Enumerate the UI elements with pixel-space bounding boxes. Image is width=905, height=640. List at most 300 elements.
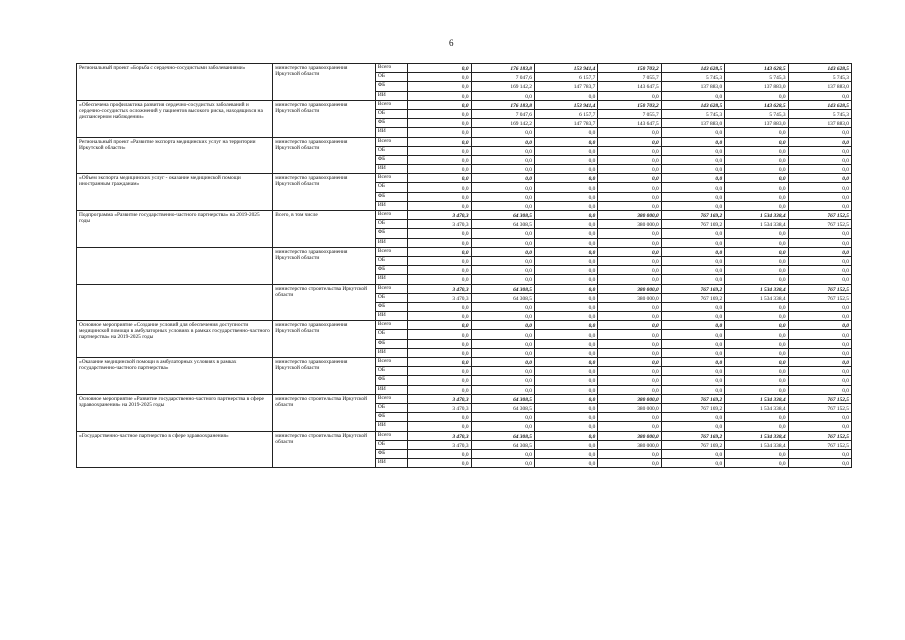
amount-cell: 0,0	[471, 201, 534, 210]
amount-cell: 7 055,7	[598, 73, 661, 82]
amount-cell: 0,0	[661, 302, 724, 311]
amount-cell: 0,0	[788, 358, 851, 367]
amount-cell: 0,0	[598, 422, 661, 431]
amount-cell: 5 745,3	[725, 73, 788, 82]
amount-cell: 143 628,5	[725, 64, 788, 73]
amount-cell: 0,0	[788, 192, 851, 201]
amount-cell: 3 470,3	[408, 431, 471, 440]
amount-cell: 3 470,3	[408, 220, 471, 229]
funding-source-cell: ИИ	[375, 422, 407, 431]
funding-source-cell: Всего	[375, 137, 407, 146]
amount-cell: 0,0	[534, 330, 597, 339]
amount-cell: 0,0	[408, 348, 471, 357]
amount-cell: 0,0	[788, 266, 851, 275]
amount-cell: 0,0	[408, 256, 471, 265]
funding-source-cell: Всего	[375, 247, 407, 256]
amount-cell: 176 183,8	[471, 64, 534, 73]
amount-cell: 169 142,2	[471, 82, 534, 91]
executor-cell: министерство здравоохранения Иркутской области	[273, 100, 376, 137]
amount-cell: 0,0	[471, 238, 534, 247]
amount-cell: 0,0	[598, 330, 661, 339]
amount-cell: 0,0	[725, 137, 788, 146]
funding-source-cell: ФБ	[375, 266, 407, 275]
amount-cell: 1 534 338,4	[725, 431, 788, 440]
amount-cell: 0,0	[725, 358, 788, 367]
amount-cell: 0,0	[661, 449, 724, 458]
amount-cell: 0,0	[534, 256, 597, 265]
amount-cell: 143 647,5	[598, 82, 661, 91]
amount-cell: 0,0	[788, 312, 851, 321]
amount-cell: 0,0	[534, 137, 597, 146]
amount-cell: 0,0	[788, 146, 851, 155]
amount-cell: 0,0	[725, 312, 788, 321]
amount-cell: 0,0	[725, 339, 788, 348]
table-row	[77, 100, 852, 109]
funding-source-cell: ИИ	[375, 348, 407, 357]
amount-cell: 0,0	[408, 358, 471, 367]
amount-cell: 0,0	[661, 413, 724, 422]
funding-table	[76, 63, 852, 468]
amount-cell: 767 152,5	[788, 403, 851, 412]
amount-cell: 1 534 338,4	[725, 403, 788, 412]
amount-cell: 1 534 338,4	[725, 284, 788, 293]
amount-cell: 0,0	[471, 256, 534, 265]
program-name-cell: Региональный проект «Борьба с сердечно-сосудистыми заболеваниями»	[77, 64, 273, 101]
amount-cell: 0,0	[598, 348, 661, 357]
funding-source-cell: ФБ	[375, 155, 407, 164]
amount-cell: 0,0	[534, 293, 597, 302]
amount-cell: 767 169,2	[661, 220, 724, 229]
amount-cell: 0,0	[408, 155, 471, 164]
amount-cell: 380 000,0	[598, 211, 661, 220]
amount-cell: 0,0	[788, 247, 851, 256]
amount-cell: 3 470,3	[408, 394, 471, 403]
amount-cell: 0,0	[598, 266, 661, 275]
amount-cell: 0,0	[408, 73, 471, 82]
amount-cell: 137 883,0	[725, 82, 788, 91]
amount-cell: 0,0	[408, 367, 471, 376]
amount-cell: 0,0	[598, 367, 661, 376]
amount-cell: 0,0	[661, 146, 724, 155]
amount-cell: 143 628,5	[725, 100, 788, 109]
funding-source-cell: ФБ	[375, 376, 407, 385]
amount-cell: 0,0	[661, 275, 724, 284]
amount-cell: 0,0	[788, 348, 851, 357]
program-name-cell: «Объем экспорта медицинских услуг - оказание медицинской помощи иностранным гражданам»	[77, 174, 273, 211]
program-name-cell: «Оказание медицинской помощи в амбулаторных условиях в рамках государственно-частного партнерства»	[77, 358, 273, 395]
amount-cell: 0,0	[788, 413, 851, 422]
amount-cell: 0,0	[725, 238, 788, 247]
amount-cell: 1 534 338,4	[725, 211, 788, 220]
amount-cell: 0,0	[725, 367, 788, 376]
amount-cell: 0,0	[534, 459, 597, 468]
amount-cell: 0,0	[471, 422, 534, 431]
amount-cell: 0,0	[661, 238, 724, 247]
amount-cell: 0,0	[534, 220, 597, 229]
amount-cell: 0,0	[725, 128, 788, 137]
amount-cell: 767 152,5	[788, 394, 851, 403]
funding-source-cell: ИИ	[375, 201, 407, 210]
funding-source-cell: Всего	[375, 358, 407, 367]
amount-cell: 0,0	[725, 192, 788, 201]
amount-cell: 3 470,3	[408, 211, 471, 220]
amount-cell: 0,0	[661, 201, 724, 210]
amount-cell: 176 183,8	[471, 100, 534, 109]
amount-cell: 1 534 338,4	[725, 220, 788, 229]
amount-cell: 0,0	[725, 201, 788, 210]
funding-source-cell: ФБ	[375, 302, 407, 311]
amount-cell: 0,0	[788, 321, 851, 330]
amount-cell: 0,0	[471, 146, 534, 155]
amount-cell: 0,0	[534, 229, 597, 238]
amount-cell: 0,0	[471, 192, 534, 201]
amount-cell: 0,0	[534, 91, 597, 100]
amount-cell: 0,0	[598, 459, 661, 468]
amount-cell: 137 883,0	[788, 119, 851, 128]
amount-cell: 0,0	[471, 266, 534, 275]
amount-cell: 0,0	[598, 312, 661, 321]
amount-cell: 1 534 338,4	[725, 394, 788, 403]
amount-cell: 0,0	[788, 128, 851, 137]
amount-cell: 64 308,5	[471, 293, 534, 302]
amount-cell: 0,0	[534, 367, 597, 376]
amount-cell: 0,0	[408, 376, 471, 385]
table-row	[77, 284, 852, 293]
funding-source-cell: ИИ	[375, 275, 407, 284]
amount-cell: 0,0	[725, 256, 788, 265]
amount-cell: 0,0	[471, 165, 534, 174]
amount-cell: 0,0	[534, 431, 597, 440]
funding-source-cell: ИИ	[375, 312, 407, 321]
amount-cell: 0,0	[661, 192, 724, 201]
amount-cell: 0,0	[788, 174, 851, 183]
amount-cell: 0,0	[661, 247, 724, 256]
funding-source-cell: ИИ	[375, 128, 407, 137]
amount-cell: 0,0	[534, 394, 597, 403]
executor-cell: министерство строительства Иркутской области	[273, 284, 376, 321]
amount-cell: 0,0	[471, 449, 534, 458]
amount-cell: 0,0	[534, 155, 597, 164]
program-name-cell: Подпрограмма «Развитие государственно-частного партнерства» на 2019-2025 годы	[77, 211, 273, 248]
amount-cell: 0,0	[534, 339, 597, 348]
funding-source-cell: ОБ	[375, 73, 407, 82]
amount-cell: 0,0	[598, 358, 661, 367]
amount-cell: 767 169,2	[661, 431, 724, 440]
amount-cell: 0,0	[534, 321, 597, 330]
amount-cell: 0,0	[534, 183, 597, 192]
amount-cell: 0,0	[725, 302, 788, 311]
amount-cell: 0,0	[598, 247, 661, 256]
amount-cell: 0,0	[534, 284, 597, 293]
amount-cell: 143 628,5	[788, 64, 851, 73]
amount-cell: 3 470,3	[408, 403, 471, 412]
amount-cell: 380 000,0	[598, 440, 661, 449]
amount-cell: 0,0	[788, 137, 851, 146]
amount-cell: 0,0	[534, 348, 597, 357]
amount-cell: 767 169,2	[661, 211, 724, 220]
funding-source-cell: ФБ	[375, 413, 407, 422]
amount-cell: 0,0	[725, 275, 788, 284]
amount-cell: 0,0	[661, 155, 724, 164]
funding-source-cell: ОБ	[375, 183, 407, 192]
funding-source-cell: ФБ	[375, 229, 407, 238]
amount-cell: 0,0	[534, 165, 597, 174]
amount-cell: 0,0	[788, 256, 851, 265]
amount-cell: 0,0	[725, 348, 788, 357]
amount-cell: 0,0	[471, 358, 534, 367]
amount-cell: 64 308,5	[471, 220, 534, 229]
amount-cell: 0,0	[725, 385, 788, 394]
funding-source-cell: ФБ	[375, 449, 407, 458]
amount-cell: 0,0	[408, 339, 471, 348]
amount-cell: 0,0	[534, 440, 597, 449]
table-row	[77, 394, 852, 403]
amount-cell: 137 883,0	[661, 119, 724, 128]
amount-cell: 3 470,3	[408, 284, 471, 293]
amount-cell: 0,0	[408, 312, 471, 321]
table-row	[77, 211, 852, 220]
amount-cell: 0,0	[534, 128, 597, 137]
amount-cell: 380 000,0	[598, 293, 661, 302]
executor-cell: министерство строительства Иркутской области	[273, 431, 376, 468]
funding-source-cell: ИИ	[375, 459, 407, 468]
funding-source-cell: ОБ	[375, 146, 407, 155]
table-row	[77, 321, 852, 330]
amount-cell: 0,0	[471, 229, 534, 238]
amount-cell: 380 000,0	[598, 394, 661, 403]
amount-cell: 0,0	[408, 174, 471, 183]
amount-cell: 0,0	[661, 128, 724, 137]
amount-cell: 0,0	[471, 459, 534, 468]
amount-cell: 150 703,2	[598, 64, 661, 73]
table-row	[77, 247, 852, 256]
funding-source-cell: ИИ	[375, 385, 407, 394]
amount-cell: 380 000,0	[598, 284, 661, 293]
executor-cell: министерство здравоохранения Иркутской области	[273, 64, 376, 101]
amount-cell: 0,0	[788, 238, 851, 247]
funding-source-cell: ОБ	[375, 440, 407, 449]
funding-source-cell: ИИ	[375, 238, 407, 247]
amount-cell: 767 169,2	[661, 293, 724, 302]
amount-cell: 0,0	[408, 137, 471, 146]
amount-cell: 0,0	[408, 321, 471, 330]
amount-cell: 0,0	[788, 422, 851, 431]
amount-cell: 0,0	[534, 211, 597, 220]
amount-cell: 0,0	[408, 100, 471, 109]
amount-cell: 0,0	[598, 376, 661, 385]
amount-cell: 137 883,0	[725, 119, 788, 128]
amount-cell: 5 745,3	[725, 109, 788, 118]
amount-cell: 0,0	[408, 385, 471, 394]
amount-cell: 0,0	[471, 183, 534, 192]
amount-cell: 147 783,7	[534, 119, 597, 128]
amount-cell: 0,0	[598, 146, 661, 155]
amount-cell: 64 308,5	[471, 440, 534, 449]
amount-cell: 767 152,5	[788, 293, 851, 302]
amount-cell: 0,0	[598, 449, 661, 458]
table-row	[77, 358, 852, 367]
amount-cell: 6 157,7	[534, 73, 597, 82]
funding-source-cell: Всего	[375, 100, 407, 109]
amount-cell: 0,0	[598, 201, 661, 210]
amount-cell: 0,0	[788, 385, 851, 394]
amount-cell: 0,0	[408, 275, 471, 284]
amount-cell: 150 703,2	[598, 100, 661, 109]
amount-cell: 0,0	[598, 413, 661, 422]
executor-cell: министерство здравоохранения Иркутской области	[273, 321, 376, 358]
amount-cell: 0,0	[471, 330, 534, 339]
amount-cell: 380 000,0	[598, 403, 661, 412]
program-name-cell	[77, 247, 273, 284]
amount-cell: 767 152,5	[788, 284, 851, 293]
amount-cell: 0,0	[408, 91, 471, 100]
amount-cell: 380 000,0	[598, 220, 661, 229]
executor-cell: министерство здравоохранения Иркутской области	[273, 358, 376, 395]
funding-source-cell: Всего	[375, 284, 407, 293]
amount-cell: 0,0	[598, 165, 661, 174]
amount-cell: 0,0	[725, 247, 788, 256]
amount-cell: 0,0	[788, 201, 851, 210]
amount-cell: 0,0	[661, 459, 724, 468]
amount-cell: 64 308,5	[471, 211, 534, 220]
amount-cell: 0,0	[598, 339, 661, 348]
funding-source-cell: ИИ	[375, 91, 407, 100]
amount-cell: 0,0	[471, 155, 534, 164]
funding-source-cell: Всего	[375, 64, 407, 73]
amount-cell: 0,0	[788, 229, 851, 238]
funding-source-cell: Всего	[375, 321, 407, 330]
amount-cell: 0,0	[471, 275, 534, 284]
amount-cell: 0,0	[661, 367, 724, 376]
amount-cell: 143 647,5	[598, 119, 661, 128]
funding-source-cell: ФБ	[375, 339, 407, 348]
amount-cell: 0,0	[598, 275, 661, 284]
funding-source-cell: Всего	[375, 431, 407, 440]
amount-cell: 0,0	[725, 174, 788, 183]
executor-cell: министерство здравоохранения Иркутской области	[273, 247, 376, 284]
amount-cell: 0,0	[661, 376, 724, 385]
amount-cell: 0,0	[788, 302, 851, 311]
amount-cell: 64 308,5	[471, 284, 534, 293]
amount-cell: 767 169,2	[661, 440, 724, 449]
funding-source-cell: Всего	[375, 174, 407, 183]
executor-cell: министерство здравоохранения Иркутской области	[273, 174, 376, 211]
amount-cell: 0,0	[408, 413, 471, 422]
funding-source-cell: ФБ	[375, 119, 407, 128]
amount-cell: 0,0	[598, 137, 661, 146]
amount-cell: 0,0	[788, 449, 851, 458]
amount-cell: 64 308,5	[471, 431, 534, 440]
amount-cell: 147 783,7	[534, 82, 597, 91]
amount-cell: 0,0	[471, 413, 534, 422]
amount-cell: 0,0	[534, 201, 597, 210]
amount-cell: 0,0	[725, 146, 788, 155]
amount-cell: 64 308,5	[471, 403, 534, 412]
table-row	[77, 431, 852, 440]
amount-cell: 143 628,5	[661, 64, 724, 73]
executor-cell: Всего, в том числе	[273, 211, 376, 248]
amount-cell: 0,0	[725, 183, 788, 192]
amount-cell: 0,0	[788, 330, 851, 339]
amount-cell: 0,0	[408, 128, 471, 137]
amount-cell: 0,0	[471, 385, 534, 394]
amount-cell: 0,0	[725, 165, 788, 174]
amount-cell: 0,0	[471, 247, 534, 256]
amount-cell: 0,0	[661, 321, 724, 330]
amount-cell: 0,0	[725, 413, 788, 422]
table-row	[77, 137, 852, 146]
amount-cell: 0,0	[408, 422, 471, 431]
amount-cell: 0,0	[598, 238, 661, 247]
amount-cell: 0,0	[725, 330, 788, 339]
amount-cell: 0,0	[408, 459, 471, 468]
amount-cell: 0,0	[598, 256, 661, 265]
funding-source-cell: ФБ	[375, 82, 407, 91]
amount-cell: 0,0	[598, 229, 661, 238]
amount-cell: 0,0	[408, 229, 471, 238]
amount-cell: 0,0	[534, 413, 597, 422]
program-name-cell: «Государственно-частное партнерство в сфере здравоохранения»	[77, 431, 273, 468]
amount-cell: 7 047,6	[471, 73, 534, 82]
amount-cell: 0,0	[598, 385, 661, 394]
table-row	[77, 64, 852, 73]
amount-cell: 0,0	[408, 119, 471, 128]
amount-cell: 0,0	[788, 91, 851, 100]
funding-source-cell: ОБ	[375, 367, 407, 376]
amount-cell: 3 470,3	[408, 293, 471, 302]
amount-cell: 0,0	[534, 192, 597, 201]
funding-source-cell: ОБ	[375, 330, 407, 339]
amount-cell: 0,0	[534, 238, 597, 247]
amount-cell: 0,0	[534, 385, 597, 394]
amount-cell: 0,0	[661, 183, 724, 192]
amount-cell: 0,0	[408, 266, 471, 275]
amount-cell: 0,0	[471, 321, 534, 330]
amount-cell: 0,0	[725, 449, 788, 458]
amount-cell: 0,0	[408, 201, 471, 210]
amount-cell: 0,0	[534, 376, 597, 385]
amount-cell: 0,0	[534, 302, 597, 311]
amount-cell: 0,0	[661, 358, 724, 367]
amount-cell: 0,0	[725, 376, 788, 385]
amount-cell: 0,0	[408, 330, 471, 339]
amount-cell: 0,0	[408, 165, 471, 174]
amount-cell: 0,0	[661, 312, 724, 321]
amount-cell: 153 941,4	[534, 64, 597, 73]
amount-cell: 0,0	[408, 449, 471, 458]
amount-cell: 143 628,5	[788, 100, 851, 109]
amount-cell: 0,0	[598, 192, 661, 201]
amount-cell: 0,0	[725, 459, 788, 468]
amount-cell: 0,0	[725, 155, 788, 164]
amount-cell: 0,0	[408, 247, 471, 256]
funding-source-cell: ОБ	[375, 293, 407, 302]
amount-cell: 767 169,2	[661, 284, 724, 293]
amount-cell: 0,0	[534, 422, 597, 431]
funding-source-cell: ОБ	[375, 220, 407, 229]
funding-source-cell: Всего	[375, 394, 407, 403]
amount-cell: 6 157,7	[534, 109, 597, 118]
amount-cell: 0,0	[471, 302, 534, 311]
amount-cell: 0,0	[661, 339, 724, 348]
amount-cell: 3 470,3	[408, 440, 471, 449]
amount-cell: 1 534 338,4	[725, 293, 788, 302]
amount-cell: 0,0	[534, 358, 597, 367]
amount-cell: 5 745,3	[661, 109, 724, 118]
amount-cell: 0,0	[534, 266, 597, 275]
amount-cell: 0,0	[534, 403, 597, 412]
program-name-cell: Основное мероприятие «Развитие государственно-частного партнерства в сфере здравоохранения» на 2019-2025 годы	[77, 394, 273, 431]
